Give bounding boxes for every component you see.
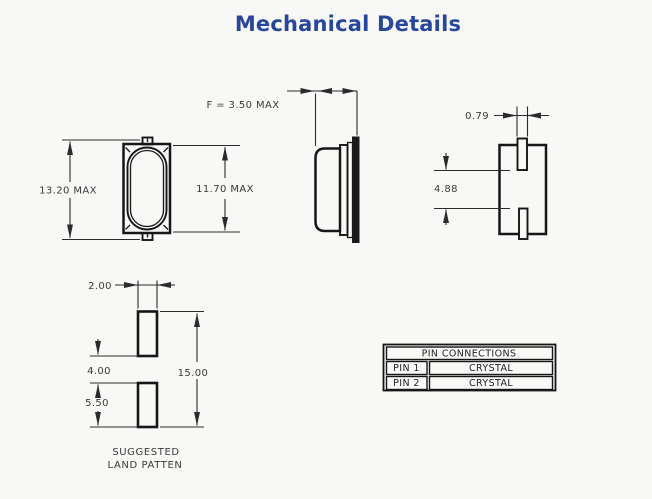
overall-length-label: 15.00 [177,368,209,379]
table-pin2-label: PIN 2 [393,378,420,389]
end-pin-spacing-label: 4.88 [434,184,458,195]
land-pad-1 [138,312,157,357]
front-view [39,138,254,241]
front-corner-tick [164,225,169,230]
table-header-label: PIN CONNECTIONS [421,348,517,360]
pad-gap-label: 4.00 [87,366,111,377]
land-pattern-caption-line1: SUGGESTED [112,447,180,458]
front-body-height-label: 11.70 MAX [196,184,254,195]
pad-height-label: 5.50 [85,398,109,409]
front-corner-tick [126,225,131,230]
front-corner-tick [164,148,169,153]
table-pin2-connection: CRYSTAL [468,378,514,389]
page-title: Mechanical Details [234,12,462,36]
side-base-plate [353,137,360,243]
land-pattern [85,281,208,472]
front-can-outer [128,148,167,230]
land-pad-2 [138,383,157,427]
side-can [316,149,341,232]
side-view [206,91,359,243]
land-pattern-caption-line2: LAND PATTEN [107,460,183,471]
end-pin-1 [518,139,528,171]
end-pin-2 [519,209,528,240]
end-pin-width-label: 0.79 [465,111,489,122]
table-pin1-connection: CRYSTAL [468,363,514,374]
end-view [434,107,549,240]
side-thickness-label: F = 3.50 MAX [206,100,280,111]
pad-width-label: 2.00 [88,281,112,292]
front-corner-tick [126,148,131,153]
front-can-inner [131,151,164,227]
pin-connections-table [384,345,556,391]
front-overall-height-label: 13.20 MAX [39,185,97,197]
table-pin1-label: PIN 1 [393,363,420,374]
